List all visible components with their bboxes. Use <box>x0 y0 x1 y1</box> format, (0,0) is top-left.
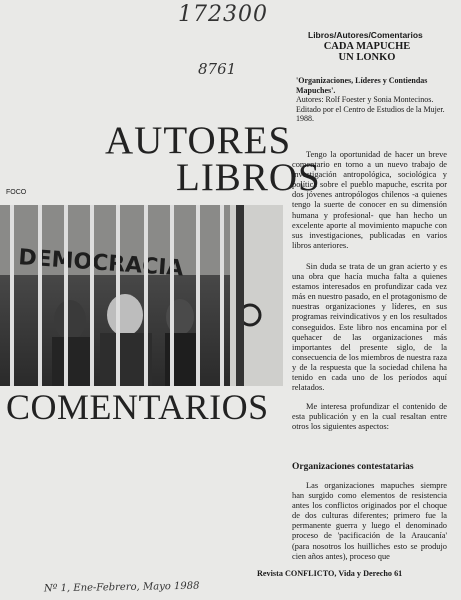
article-title-line1: CADA MAPUCHE <box>323 41 411 52</box>
handwritten-issue-note: Nº 1, Ene-Febrero, Mayo 1988 <box>43 580 200 595</box>
paragraph-text: Las organizaciones mapuches siempre han surgido como elementos de resistencia antes los conflictos originados por el choque de dos culturas diferentes; primero fue la permanente guerra y luego el denominado proceso de 'pacificación de la Araucanía' (para nosotros los huilliches esto se produjo cien años antes), proceso que <box>292 481 447 561</box>
svg-text:DEMOCRACIA: DEMOCRACIA <box>17 245 185 282</box>
headline-autores: AUTORES <box>105 119 292 162</box>
bibliography-block <box>296 76 446 124</box>
body-paragraph-2 <box>292 262 447 393</box>
photo-illustration <box>0 205 283 386</box>
body-paragraph-4 <box>292 481 447 562</box>
paragraph-text: Sin duda se trata de un gran acierto y es una obra que hacía mucha falta a quienes estamos interesados en profundizar cada vez más en nuestro pasado, en el protagonismo de nuestras organizaciones y líderes, en sus programas reivindicativos y en los resultados conseguidos. Este libro nos encamina por el quehacer de las organizaciones más importantes del presente siglo, de la consecuencia de los miembros de nuestra raza y de la respuesta que la sociedad chilena ha tenido en cada uno de los períodos aquí relatados. <box>292 262 447 393</box>
page-footer <box>257 569 402 578</box>
protest-photo <box>0 205 283 386</box>
body-paragraph-3 <box>292 402 447 432</box>
paragraph-text: Tengo la oportunidad de hacer un breve comentario en torno a un nuevo trabajo de investigación antropológica, sociológica y política sobre el pueblo mapuche, escrita por dos jóvenes antropólogos chilenos -a quienes tengo la suerte de conocer en su dimensión humana y profesional- que han hecho un excelente aporte al movimiento mapuche con sus investigaciones, publicadas en varios libros anteriores. <box>292 150 447 250</box>
book-authors: Autores: Rolf Foester y Sonia Montecinos. <box>296 95 434 105</box>
book-editor: Editado por el Centro de Estudios de la Mujer. 1988. <box>296 104 445 124</box>
handwritten-catalog-number: 172300 <box>178 2 268 27</box>
book-title: 'Organizaciones, Líderes y Contiendas Mapuches'. <box>296 76 428 95</box>
body-paragraph-1 <box>292 150 447 251</box>
section-label: Libros/Autores/Comentarios <box>308 30 423 40</box>
page-number: 61 <box>394 569 403 578</box>
paragraph-text: Me interesa profundizar el contenido de esta publicación y en la cual resaltan entre otros los siguientes aspectos: <box>292 402 447 432</box>
headline-comentarios: COMENTARIOS <box>6 387 269 427</box>
photo-credit: FOCO <box>6 189 27 196</box>
subheading: Organizaciones contestatarias <box>292 462 414 472</box>
footer-magazine: Revista CONFLICTO, Vida y Derecho <box>257 569 393 578</box>
headline-libros: LIBROS <box>176 156 321 199</box>
handwritten-code: 8761 <box>198 60 237 78</box>
article-title <box>312 41 422 63</box>
article-title-line2: UN LONKO <box>338 52 396 63</box>
